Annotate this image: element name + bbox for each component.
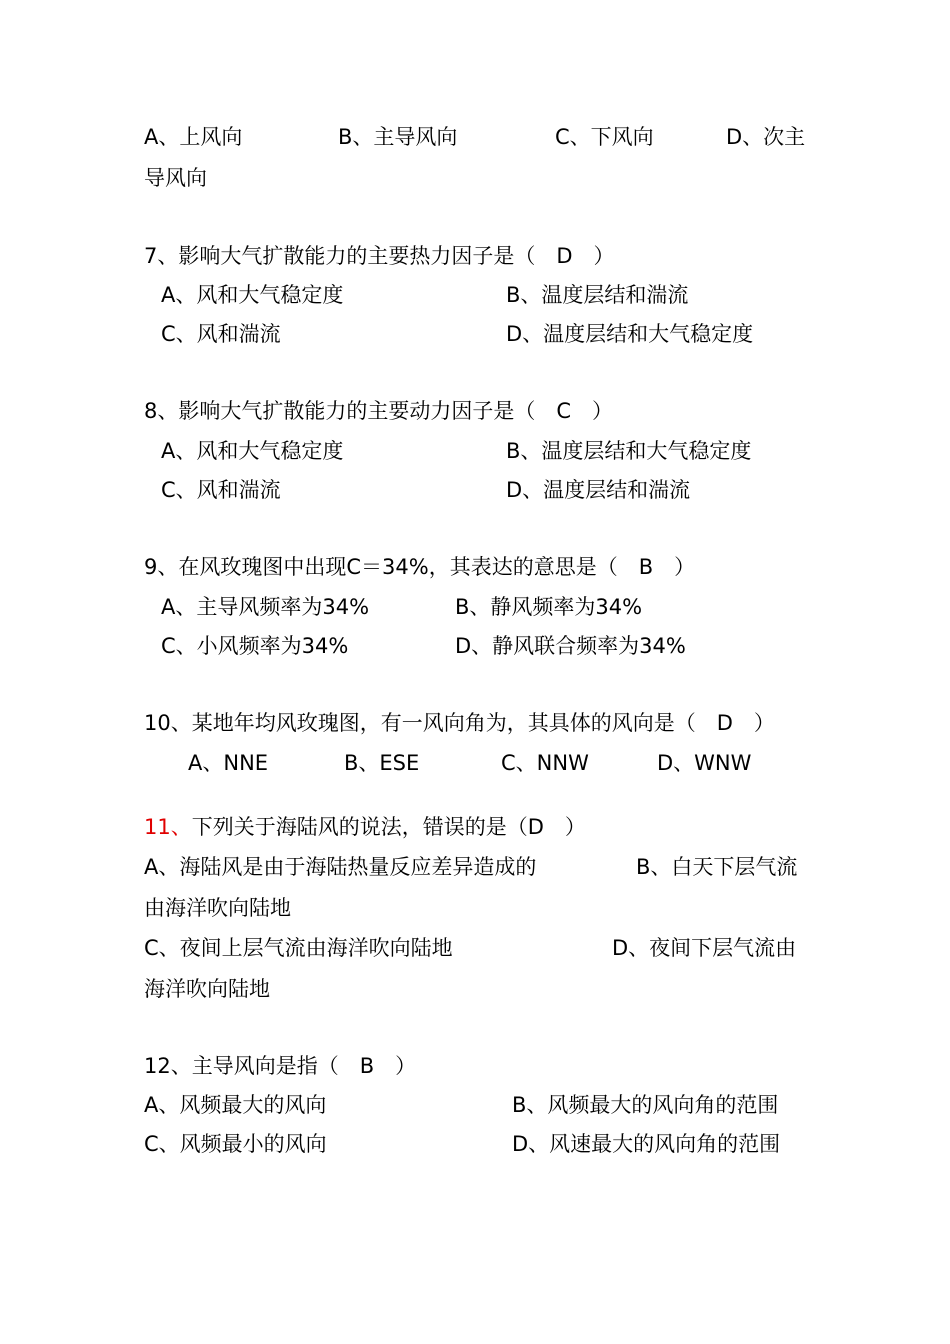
option-c: C、NNW — [501, 751, 589, 775]
option-d-wrap: 导风向 — [144, 166, 207, 190]
question-stem: 10、某地年均风玫瑰图，有一风向角为，其具体的风向是（ D ） — [144, 711, 775, 735]
question-stem: 7、影响大气扩散能力的主要热力因子是（ D ） — [144, 244, 615, 268]
question-stem: 9、在风玫瑰图中出现C＝34%，其表达的意思是（ B ） — [144, 555, 696, 579]
option-b: B、主导风向 — [338, 125, 458, 149]
option-d: D、夜间下层气流由 — [612, 936, 797, 960]
option-b: B、白天下层气流 — [636, 855, 798, 879]
question-number: 11、 — [144, 815, 192, 839]
option-d: D、温度层结和湍流 — [506, 478, 691, 502]
option-a: A、风和大气稳定度 — [161, 439, 344, 463]
option-b-wrap: 由海洋吹向陆地 — [144, 896, 291, 920]
option-d-wrap: 海洋吹向陆地 — [144, 977, 270, 1001]
option-c: C、风和湍流 — [161, 478, 281, 502]
option-b: B、风频最大的风向角的范围 — [512, 1093, 779, 1117]
option-d: D、静风联合频率为34% — [455, 634, 686, 658]
question-stem: 下列关于海陆风的说法，错误的是（D ） — [191, 815, 586, 839]
option-a: A、风频最大的风向 — [144, 1093, 327, 1117]
option-c: C、风频最小的风向 — [144, 1132, 327, 1156]
option-c: C、夜间上层气流由海洋吹向陆地 — [144, 936, 453, 960]
option-b: B、静风频率为34% — [455, 595, 643, 619]
option-c: C、小风频率为34% — [161, 634, 349, 658]
option-d: D、次主 — [726, 125, 806, 149]
option-a: A、海陆风是由于海陆热量反应差异造成的 — [144, 855, 537, 879]
option-a: A、上风向 — [144, 125, 243, 149]
option-b: B、温度层结和大气稳定度 — [506, 439, 752, 463]
option-d: D、风速最大的风向角的范围 — [512, 1132, 781, 1156]
question-stem: 12、主导风向是指（ B ） — [144, 1054, 417, 1078]
option-a: A、风和大气稳定度 — [161, 283, 344, 307]
option-a: A、主导风频率为34% — [161, 595, 370, 619]
option-d: D、WNW — [657, 751, 752, 775]
option-c: C、下风向 — [555, 125, 654, 149]
question-stem: 8、影响大气扩散能力的主要动力因子是（ C ） — [144, 399, 614, 423]
option-b: B、温度层结和湍流 — [506, 283, 689, 307]
option-b: B、ESE — [344, 751, 420, 775]
question-stem-line — [144, 813, 586, 841]
option-a: A、NNE — [188, 751, 269, 775]
option-c: C、风和湍流 — [161, 322, 281, 346]
option-d: D、温度层结和大气稳定度 — [506, 322, 754, 346]
